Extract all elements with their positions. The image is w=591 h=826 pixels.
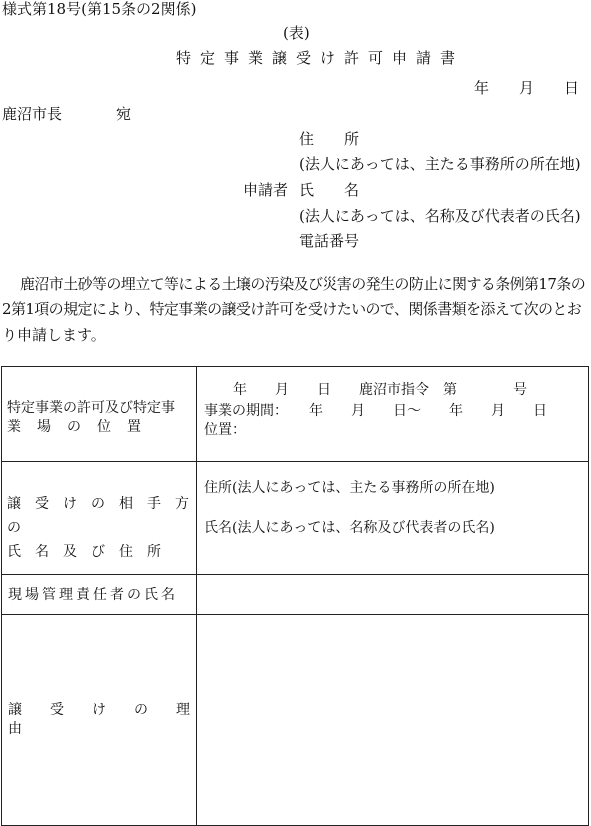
table-row-permit [2,367,589,462]
page-title: 特定事業譲受け許可申請書 [176,49,465,67]
addressee-name: 鹿沼市長 [2,105,63,123]
counterparty-address-line: 住所(法人にあっては、主たる事務所の所在地) [204,480,495,496]
permit-label-line2: 業 場 の 位 置 [7,419,142,435]
permit-label-cell [2,367,197,462]
counterparty-label-cell [2,462,203,575]
applicant-address-label: 住 所 [299,130,360,148]
applicant-address-note: (法人にあっては、主たる事務所の所在地) [299,155,581,173]
counterparty-label-line2: 氏 名 及 び 住 所 [7,544,161,560]
body-line-2: 2第1項の規定により、特定事業の譲受け許可を受けたいので、関係書類を添えて次のとお [2,300,582,318]
permit-value-line2: 事業の期間： 年 月 日～ 年 月 日 [204,403,547,419]
permit-value-cell[interactable] [197,367,589,462]
counterparty-label-line1: 譲 受 け の 相 手 方 の [7,496,203,536]
applicant-name-note: (法人にあっては、名称及び代表者の氏名) [299,207,581,225]
counterparty-value-cell[interactable] [197,462,589,575]
addressee-suffix: 宛 [116,105,132,123]
permit-value-line3: 位置： [204,422,246,438]
date-line: 年 月 日 [474,79,580,97]
form-number: 様式第18号(第15条の2関係) [2,0,197,18]
manager-label: 現場管理責任者の氏名 [8,587,178,603]
applicant-name-label: 氏 名 [299,181,360,199]
body-line-3: り申請します。 [2,326,106,344]
manager-label-cell [2,575,197,615]
table-row-manager [2,575,589,615]
front-mark: (表) [283,24,310,42]
permit-label-line1: 特定事業の許可及び特定事 [7,400,175,416]
reason-label: 譲 受 け の 理 由 [8,702,218,737]
manager-value-cell[interactable] [197,575,589,615]
reason-label-cell [2,615,218,826]
reason-value-cell[interactable] [197,615,589,826]
counterparty-name-line: 氏名(法人にあっては、名称及び代表者の氏名) [204,520,495,536]
permit-value-line1: 年 月 日 鹿沼市指令 第 号 [233,382,527,398]
application-table [1,366,589,826]
table-row-counterparty [2,462,589,575]
body-line-1: 鹿沼市土砂等の埋立て等による土壌の汚染及び災害の発生の防止に関する条例第17条の [20,275,586,293]
table-row-reason [2,615,589,826]
applicant-role-label: 申請者 [243,181,289,199]
applicant-phone-label: 電話番号 [299,232,360,250]
